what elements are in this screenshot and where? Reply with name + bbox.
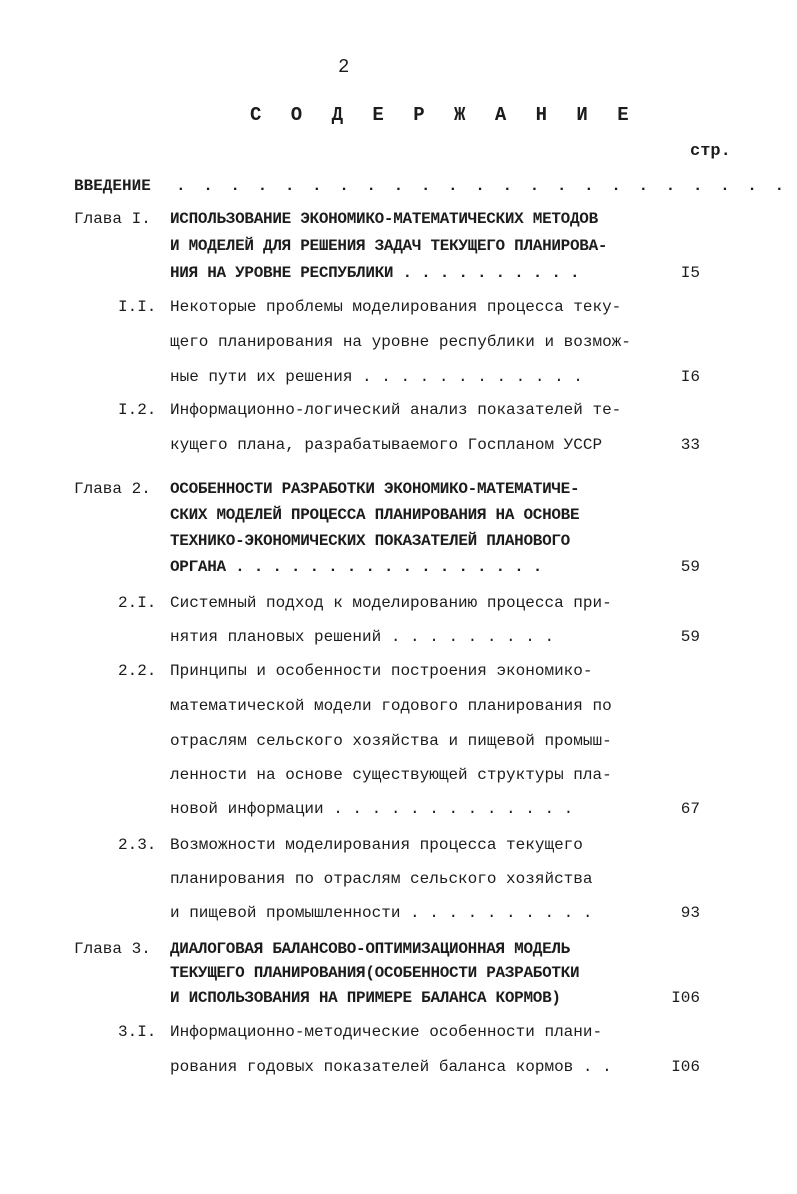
- toc-leader-dots: . . . . . . . . . . . . . . . . . . . . . . .: [176, 177, 789, 195]
- toc-section-2-1-line-1: Системный подход к моделированию процесса при-: [170, 594, 612, 612]
- toc-heading: С О Д Е Р Ж А Н И Е: [250, 104, 638, 126]
- toc-chapter-3-line-2: ТЕКУЩЕГО ПЛАНИРОВАНИЯ(ОСОБЕННОСТИ РАЗРАБОТКИ: [170, 964, 580, 982]
- toc-label-section-2-1: 2.I.: [118, 594, 157, 612]
- toc-page-section-1-2: 33: [680, 436, 700, 454]
- toc-page-section-3-1: I06: [671, 1058, 700, 1076]
- toc-page-chapter-2: 59: [680, 558, 700, 576]
- toc-section-1-2-line-2: кущего плана, разрабатываемого Госпланом УССР: [170, 436, 603, 454]
- toc-section-3-1-line-2: рования годовых показателей баланса кормов . .: [170, 1058, 612, 1076]
- toc-chapter-3-line-1: ДИАЛОГОВАЯ БАЛАНСОВО-ОПТИМИЗАЦИОННАЯ МОДЕЛЬ: [170, 940, 570, 958]
- toc-section-2-1-line-2: нятия плановых решений . . . . . . . . .: [170, 628, 555, 646]
- toc-section-2-3-line-2: планирования по отраслям сельского хозяйства: [170, 870, 593, 888]
- toc-label-introduction: ВВЕДЕНИЕ: [74, 177, 151, 195]
- toc-page-section-1-1: I6: [680, 368, 700, 386]
- toc-page-chapter-3: I06: [671, 989, 700, 1007]
- toc-section-2-2-line-2: математической модели годового планирования по: [170, 697, 612, 715]
- toc-section-2-3-line-3: и пищевой промышленности . . . . . . . . . .: [170, 904, 593, 922]
- toc-section-2-2-line-1: Принципы и особенности построения экономико-: [170, 662, 593, 680]
- page-column-label: стр.: [690, 142, 731, 161]
- toc-page-chapter-1: I5: [680, 264, 700, 282]
- toc-section-1-1-line-1: Некоторые проблемы моделирования процесса теку-: [170, 298, 622, 316]
- toc-label-section-3-1: 3.I.: [118, 1023, 157, 1041]
- toc-page-section-2-2: 67: [680, 800, 700, 818]
- toc-label-section-1-2: I.2.: [118, 401, 157, 419]
- toc-section-2-2-line-3: отраслям сельского хозяйства и пищевой промыш-: [170, 732, 612, 750]
- toc-chapter-3-line-3: И ИСПОЛЬЗОВАНИЯ НА ПРИМЕРЕ БАЛАНСА КОРМОВ): [170, 989, 561, 1007]
- toc-page-section-2-3: 93: [680, 904, 700, 922]
- toc-page-section-2-1: 59: [680, 628, 700, 646]
- toc-label-section-2-2: 2.2.: [118, 662, 157, 680]
- toc-chapter-2-line-3: ТЕХНИКО-ЭКОНОМИЧЕСКИХ ПОКАЗАТЕЛЕЙ ПЛАНОВОГО: [170, 532, 570, 550]
- toc-section-2-2-line-5: новой информации . . . . . . . . . . . . .: [170, 800, 574, 818]
- toc-chapter-2-line-2: СКИХ МОДЕЛЕЙ ПРОЦЕССА ПЛАНИРОВАНИЯ НА ОСНОВЕ: [170, 506, 580, 524]
- toc-section-1-1-line-2: щего планирования на уровне республики и возмож-: [170, 333, 631, 351]
- toc-section-2-2-line-4: ленности на основе существующей структуры пла-: [170, 766, 612, 784]
- toc-label-chapter-2: Глава 2.: [74, 480, 151, 498]
- toc-label-chapter-1: Глава I.: [74, 210, 151, 228]
- toc-label-chapter-3: Глава 3.: [74, 940, 151, 958]
- toc-label-section-1-1: I.I.: [118, 298, 157, 316]
- toc-chapter-2-line-4: ОРГАНА . . . . . . . . . . . . . . . . .: [170, 558, 543, 576]
- toc-chapter-1-line-2: И МОДЕЛЕЙ ДЛЯ РЕШЕНИЯ ЗАДАЧ ТЕКУЩЕГО ПЛАНИРОВА-: [170, 237, 608, 255]
- toc-section-2-3-line-1: Возможности моделирования процесса текущего: [170, 836, 583, 854]
- toc-chapter-1-line-1: ИСПОЛЬЗОВАНИЕ ЭКОНОМИКО-МАТЕМАТИЧЕСКИХ МЕТОДОВ: [170, 210, 598, 228]
- toc-chapter-2-line-1: ОСОБЕННОСТИ РАЗРАБОТКИ ЭКОНОМИКО-МАТЕМАТИЧЕ-: [170, 480, 580, 498]
- toc-chapter-1-line-3: НИЯ НА УРОВНЕ РЕСПУБЛИКИ . . . . . . . . . .: [170, 264, 580, 282]
- toc-section-1-1-line-3: ные пути их решения . . . . . . . . . . . .: [170, 368, 583, 386]
- toc-label-section-2-3: 2.3.: [118, 836, 157, 854]
- toc-section-3-1-line-1: Информационно-методические особенности плани-: [170, 1023, 603, 1041]
- page-number: 2: [338, 56, 350, 78]
- toc-section-1-2-line-1: Информационно-логический анализ показателей те-: [170, 401, 622, 419]
